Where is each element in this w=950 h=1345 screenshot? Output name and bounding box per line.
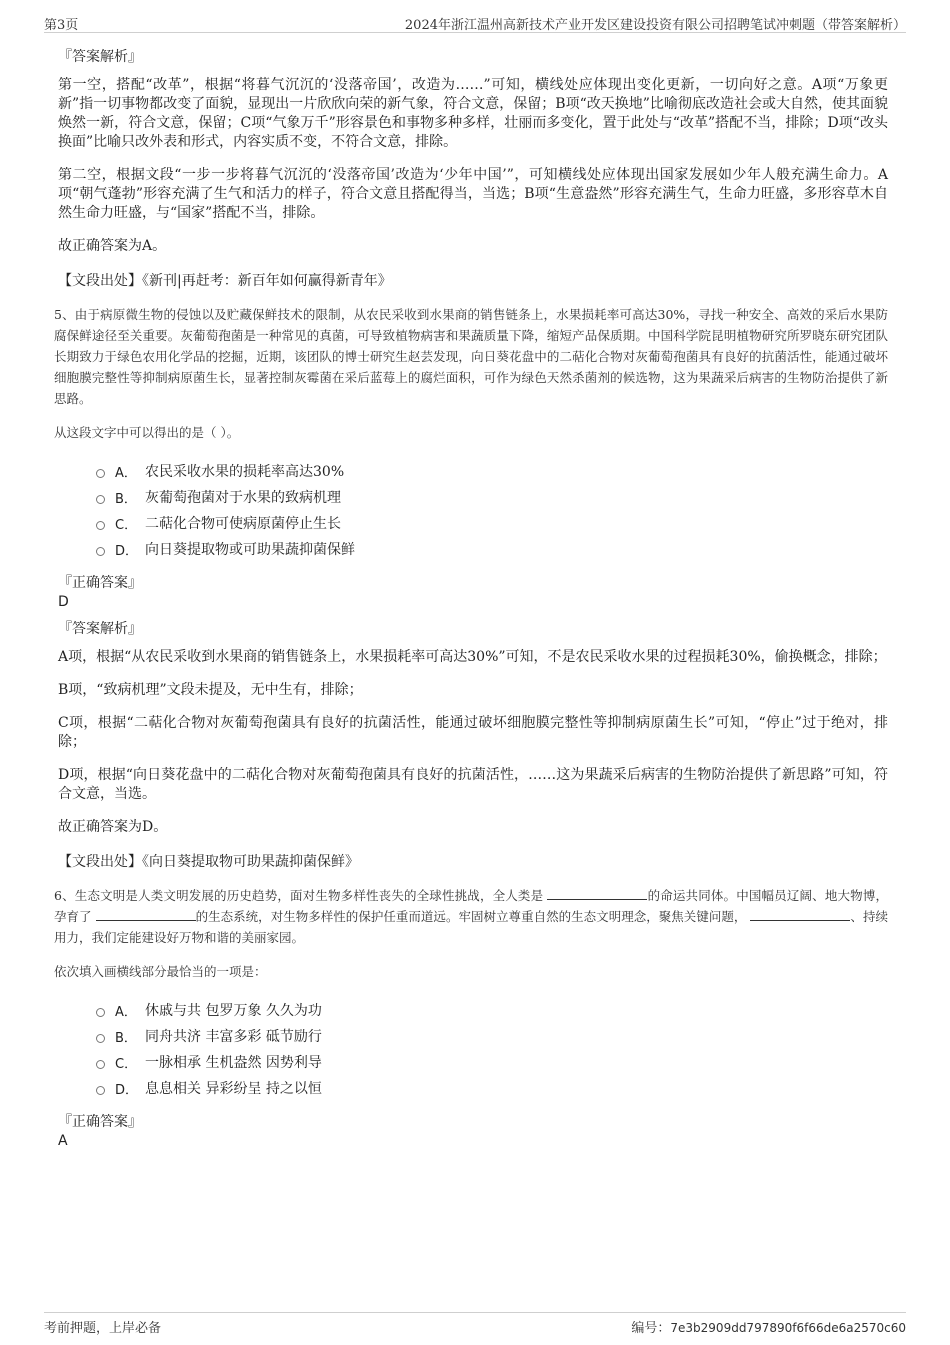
option-a[interactable] — [96, 997, 888, 1023]
radio-icon[interactable] — [96, 1034, 105, 1043]
question-5-text: 5、由于病原微生物的侵蚀以及贮藏保鲜技术的限制，从农民采收到水果商的销售链条上，水果损耗率可高达30%，寻找一种安全、高效的采后水果防腐保鲜途径至关重要。灰葡萄孢菌是一种常见的真菌，可导致植物病害和果蔬质量下降，缩短产品保质期。中国科学院昆明植物研究所罗晓东研究团队长期致力于绿色农用化学品的挖掘，近期，该团队的博士研究生赵芸发现，向日葵花盘中的二萜化合物对灰葡萄孢菌具有良好的抗菌活性，能通过破坏细胞膜完整性等抑制病原菌生长，显著控制灰霉菌在采后蓝莓上的腐烂面积，可作为绿色天然杀菌剂的候选物，这为果蔬采后病害的生物防治提供了新思路。 — [54, 307, 888, 406]
option-letter: D． — [115, 1082, 139, 1098]
page-footer — [44, 1312, 906, 1335]
radio-icon[interactable] — [96, 469, 105, 478]
option-c[interactable] — [96, 1049, 888, 1075]
analysis-paragraph-1: 第一空，搭配“改革”，根据“将暮气沉沉的‘没落帝国’，改造为……”可知，横线处应体现出变化更新，一切向好之意。A项“万象更新”指一切事物都改变了面貌，显现出一片欣欣向荣的新气象，符合文意，保留；B项“改天换地”比喻彻底改造社会或大自然，使其面貌焕然一新，符合文意，保留；C项“气象万千”形容景色和事物多种多样，壮丽而多变化，置于此处与“改革”搭配不当，排除；D项“改头换面”比喻只改外表和形式，内容实质不变，不符合文意，排除。 — [58, 77, 888, 150]
option-b[interactable] — [96, 484, 888, 510]
document-body — [54, 46, 888, 1157]
fill-blank-2 — [96, 908, 196, 921]
analysis-option-d: D项，根据“向日葵花盘中的二萜化合物对灰葡萄孢菌具有良好的抗菌活性，……这为果蔬采后病害的生物防治提供了新思路”可知，符合文意，当选。 — [58, 767, 888, 802]
option-text: 一脉相承 生机盎然 因势利导 — [145, 1055, 322, 1071]
correct-answer-label: 『正确答案』 — [58, 575, 142, 591]
analysis-label: 『答案解析』 — [58, 621, 142, 637]
option-b[interactable] — [96, 1023, 888, 1049]
option-text: 休戚与共 包罗万象 久久为功 — [145, 1003, 322, 1019]
option-text: 农民采收水果的损耗率高达30% — [145, 464, 345, 480]
radio-icon[interactable] — [96, 1060, 105, 1069]
text-source: 【文段出处】《向日葵提取物可助果蔬抑菌保鲜》 — [58, 854, 359, 870]
document-title: 2024年浙江温州高新技术产业开发区建设投资有限公司招聘笔试冲刺题（带答案解析） — [404, 18, 906, 33]
radio-icon[interactable] — [96, 495, 105, 504]
option-letter: A． — [115, 1004, 137, 1020]
option-d[interactable] — [96, 1075, 888, 1101]
question-text-part: 的命运共同体。中国幅员辽阔、地大物博，孕育了 — [54, 888, 888, 924]
correct-answer: D — [58, 594, 69, 610]
option-c[interactable] — [96, 510, 888, 536]
option-text: 灰葡萄孢菌对于水果的致病机理 — [145, 490, 341, 506]
fill-blank-1 — [547, 887, 647, 900]
option-letter: C． — [115, 517, 138, 533]
option-letter: A． — [115, 465, 137, 481]
question-text-part: 、持续用力，我们定能建设好万物和谐的美丽家园。 — [54, 909, 888, 945]
option-text: 二萜化合物可使病原菌停止生长 — [145, 516, 341, 532]
option-letter: D． — [115, 543, 139, 559]
option-letter: B． — [115, 491, 137, 507]
analysis-option-b: B项，“致病机理”文段未提及，无中生有，排除； — [58, 682, 363, 698]
document-id-label: 编号： — [631, 1321, 671, 1336]
page-header — [44, 12, 906, 33]
analysis-conclusion: 故正确答案为A。 — [58, 238, 167, 254]
option-text: 息息相关 异彩纷呈 持之以恒 — [145, 1081, 322, 1097]
option-letter: C． — [115, 1056, 138, 1072]
question-5-stem: 从这段文字中可以得出的是（ ）。 — [54, 425, 240, 440]
option-d[interactable] — [96, 536, 888, 562]
correct-answer-label: 『正确答案』 — [58, 1114, 142, 1130]
question-text-part: 6、生态文明是人类文明发展的历史趋势，面对生物多样性丧失的全球性挑战，全人类是 — [54, 888, 544, 903]
analysis-option-a: A项，根据“从农民采收到水果商的销售链条上，水果损耗率可高达30%”可知，不是农民采收水果的过程损耗30%，偷换概念，排除； — [58, 649, 887, 665]
radio-icon[interactable] — [96, 1008, 105, 1017]
document-id-value: 7e3b2909dd797890f6f66de6a2570c60 — [670, 1321, 906, 1335]
fill-blank-3 — [750, 908, 850, 921]
radio-icon[interactable] — [96, 1086, 105, 1095]
correct-answer: A — [58, 1133, 68, 1149]
page-number: 第3页 — [44, 18, 79, 33]
document-id — [631, 1317, 906, 1336]
analysis-conclusion: 故正确答案为D。 — [58, 819, 168, 835]
analysis-option-c: C项，根据“二萜化合物对灰葡萄孢菌具有良好的抗菌活性，能通过破坏细胞膜完整性等抑制病原菌生长”可知，“停止”过于绝对，排除； — [58, 715, 888, 750]
option-text: 同舟共济 丰富多彩 砥节励行 — [145, 1029, 322, 1045]
question-6-options — [96, 997, 888, 1101]
question-5-options — [96, 458, 888, 562]
footer-slogan: 考前押题，上岸必备 — [44, 1321, 162, 1336]
text-source: 【文段出处】《新刊|再赶考：新百年如何赢得新青年》 — [58, 273, 392, 289]
radio-icon[interactable] — [96, 547, 105, 556]
option-text: 向日葵提取物或可助果蔬抑菌保鲜 — [145, 542, 355, 558]
analysis-label: 『答案解析』 — [58, 49, 142, 65]
question-6-stem: 依次填入画横线部分最恰当的一项是： — [54, 964, 267, 979]
analysis-paragraph-2: 第二空，根据文段“一步一步将暮气沉沉的‘没落帝国’改造为‘少年中国’”，可知横线处应体现出国家发展如少年人般充满生命力。A项“朝气蓬勃”形容充满了生气和活力的样子，符合文意且搭配得当，当选；B项“生意盎然”形容充满生气，生命力旺盛，多形容草木自然生命力旺盛，与“国家”搭配不当，排除。 — [58, 167, 888, 221]
option-a[interactable] — [96, 458, 888, 484]
option-letter: B． — [115, 1030, 137, 1046]
radio-icon[interactable] — [96, 521, 105, 530]
question-6-text — [54, 885, 888, 948]
question-text-part: 的生态系统，对生物多样性的保护任重而道远。牢固树立尊重自然的生态文明理念，聚焦关键问题， — [195, 909, 747, 924]
